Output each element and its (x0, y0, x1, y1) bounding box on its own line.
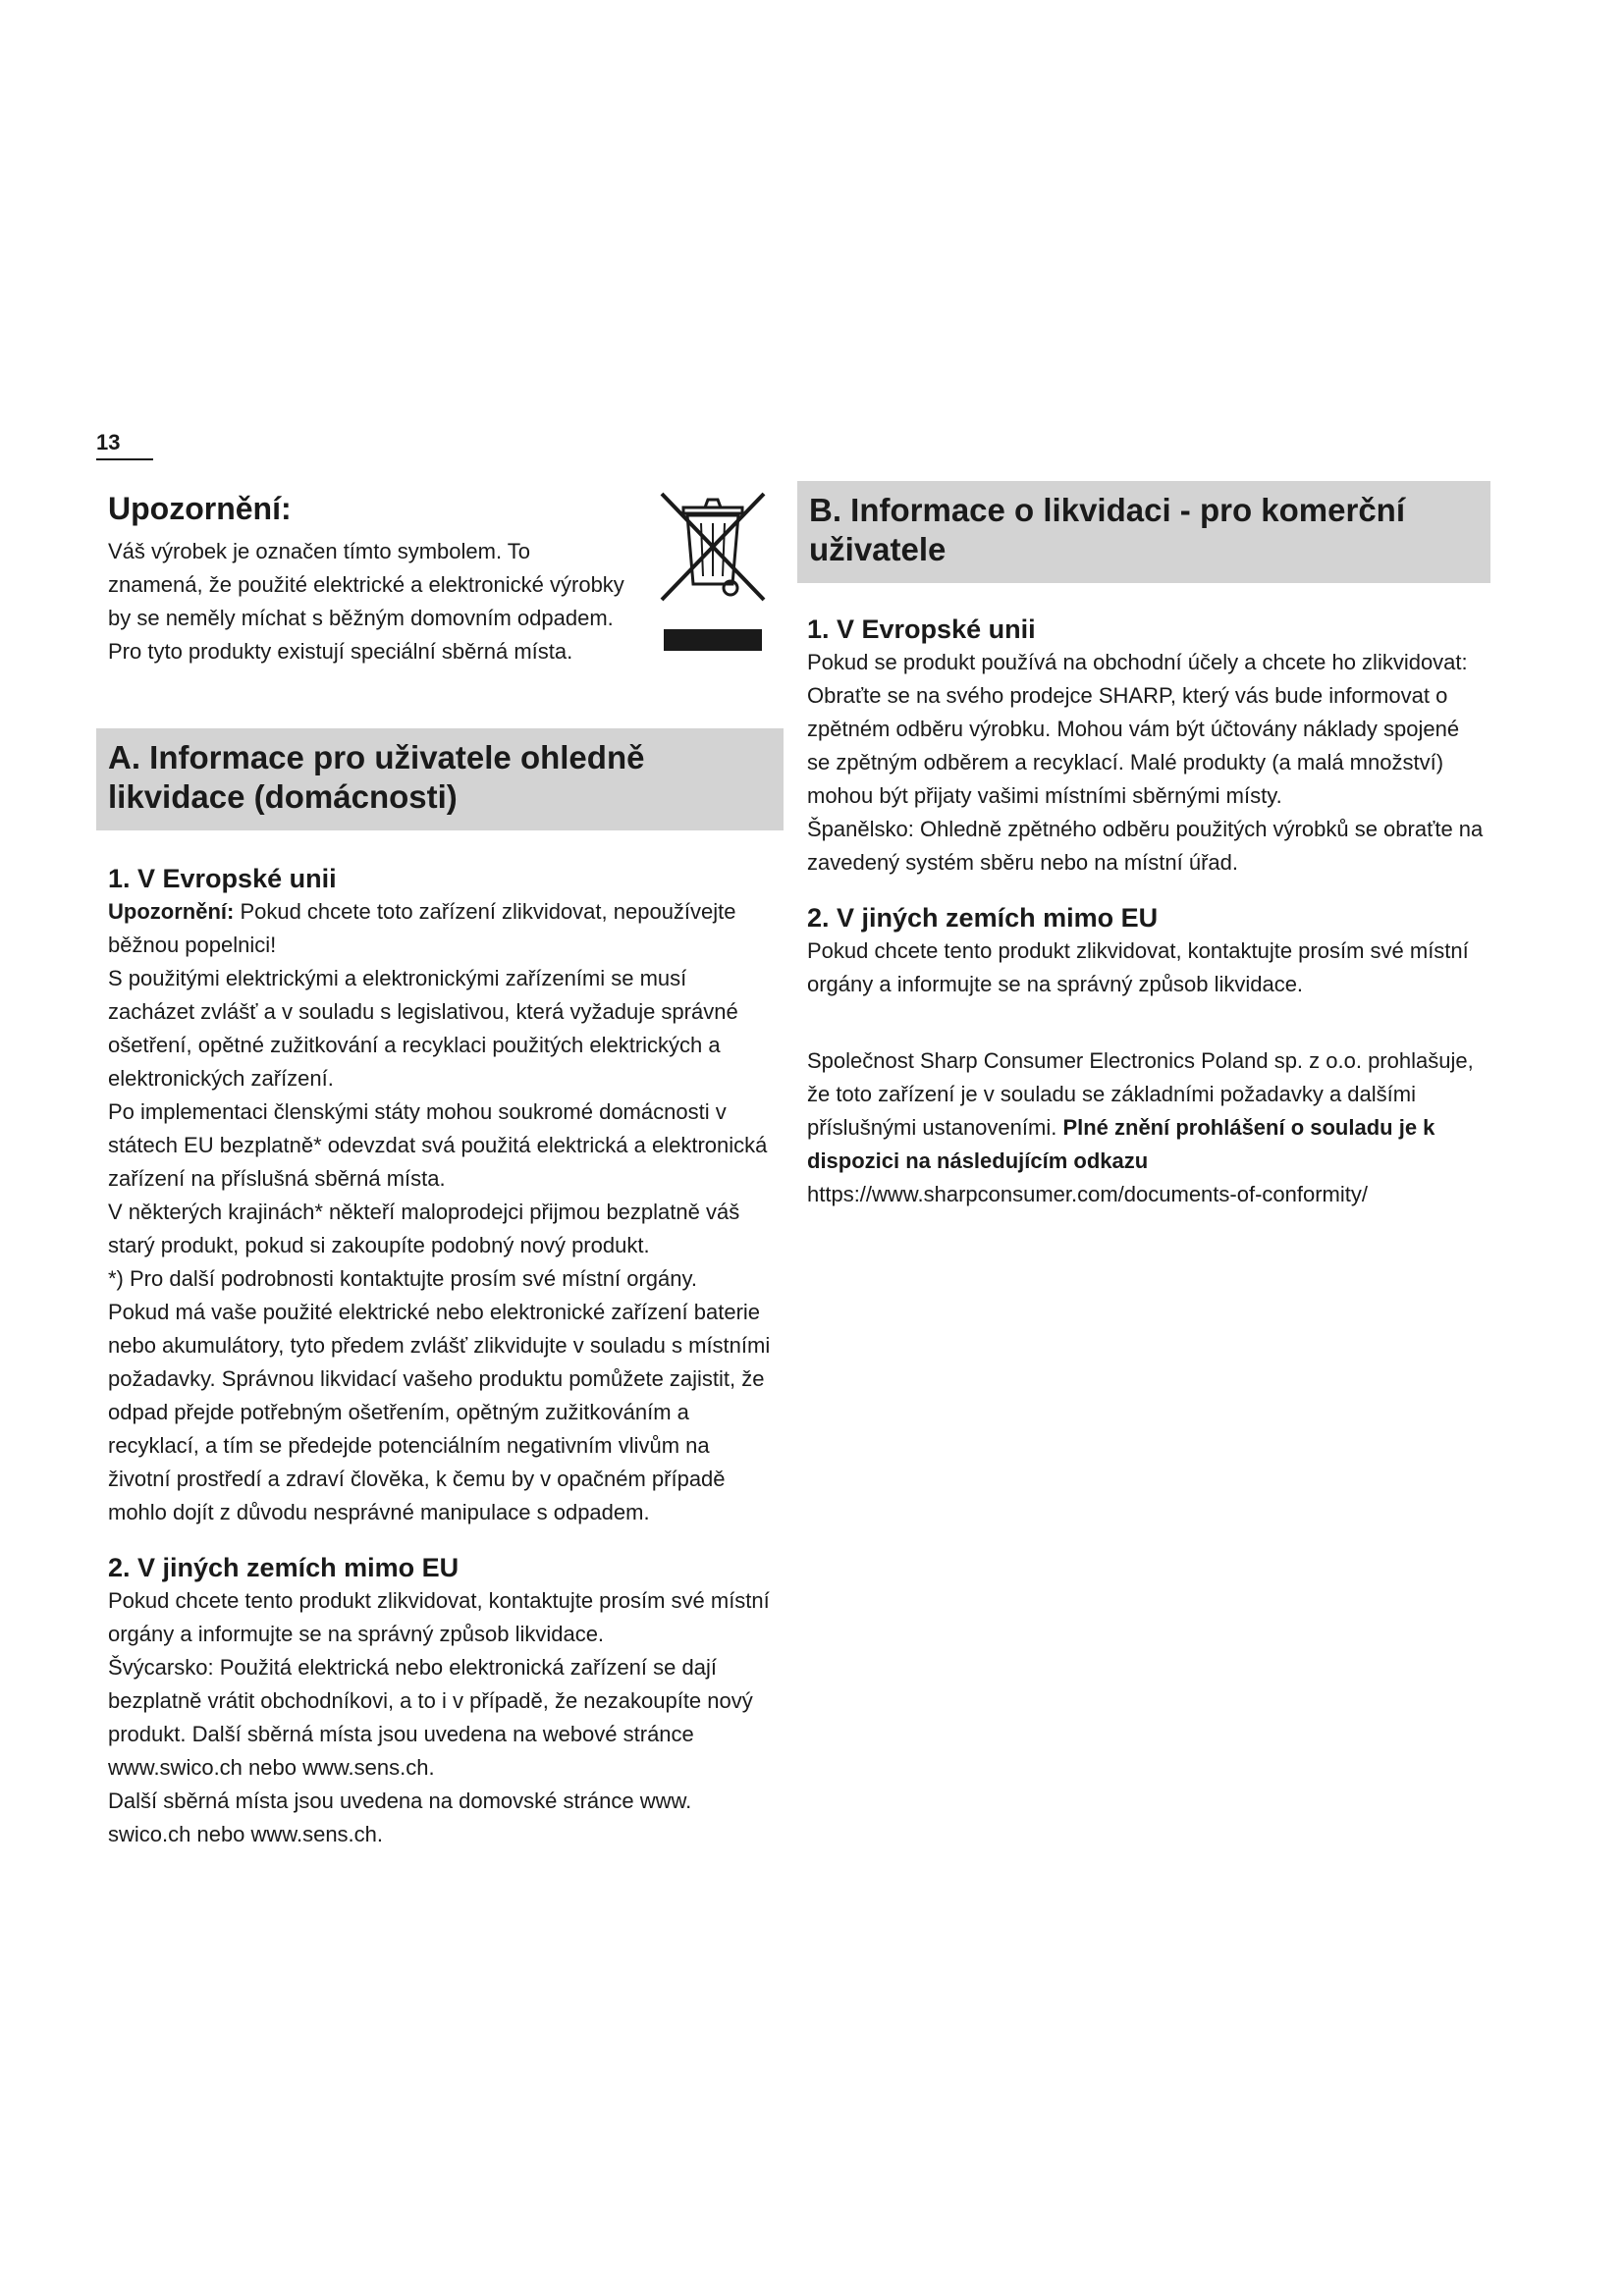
page-number-underline (96, 458, 153, 460)
section-a-sub1-lead (108, 895, 776, 962)
notice-text: Váš výrobek je označen tímto symbolem. To znamená, že použité elektrické a elektronické výrobky by se neměly míchat s běžným domovním odpadem. Pro tyto produkty existují speciální sběrná místa. (108, 539, 624, 664)
declaration-bold-text: Plné znění prohlášení o souladu je k dispozici na následujícím odkazu (807, 1115, 1435, 1173)
section-a-sub1-p3: Po implementaci členskými státy mohou soukromé domácnosti v státech EU bezplatně* odevzdat svá použitá elektrická a elektronická zařízení na příslušná sběrná místa. (108, 1099, 768, 1191)
notice-title: Upozornění: (108, 491, 292, 526)
declaration-text: Společnost Sharp Consumer Electronics Poland sp. z o.o. prohlašuje, že toto zařízení je v souladu se základními požadavky a dalšími příslušnými ustanoveními. (807, 1048, 1474, 1140)
section-a-sub1-p2: S použitými elektrickými a elektronickými zařízeními se musí zacházet zvlášť a v souladu s legislativou, která vyžaduje správné ošetření, opětné zužitkování a recyklaci použitých elektrických a elektronických zařízení. (108, 966, 738, 1091)
section-b-sub1-p2: Obraťte se na svého prodejce SHARP, který vás bude informovat o zpětném odběru výrobku. Mohou vám být účtovány náklady spojené se zpětným odběrem a recyklací. Malé produkty (a malá množství) mohou být přijaty vašimi místními sběrnými místy. (807, 683, 1460, 808)
lead-warning-label: Upozornění: (108, 899, 235, 924)
section-b-sub1-heading: 1. V Evropské unii (807, 614, 1036, 644)
section-b-sub2-p1: Pokud chcete tento produkt zlikvidovat, kontaktujte prosím své místní orgány a informujte se na správný způsob likvidace. (807, 938, 1469, 996)
lead-warning-text: Pokud chcete toto zařízení zlikvidovat, nepoužívejte běžnou popelnici! (108, 899, 736, 957)
section-a-sub1-heading: 1. V Evropské unii (108, 864, 337, 893)
declaration-paragraph (807, 1044, 1487, 1178)
section-b-header (797, 481, 1490, 583)
section-a-sub1-p6: Pokud má vaše použité elektrické nebo elektronické zařízení baterie nebo akumulátory, tyto předem zvlášť zlikvidujte v souladu s místními požadavky. Správnou likvidací vašeho produktu pomůžete zajistit, že odpad přejde potřebným ošetřením, opětným zužitkováním a recyklací, a tím se předejde potenciálním negativním vlivům na životní prostředí a zdraví člověka, k čemu by v opačném případě mohlo dojít z důvodu nesprávné manipulace s odpadem. (108, 1300, 771, 1524)
section-a-title: A. Informace pro uživatele ohledně likvidace (domácnosti) (108, 739, 645, 815)
notice-block (96, 486, 784, 702)
section-a-sub2-p3: Další sběrná místa jsou uvedena na domovské stránce www. swico.ch nebo www.sens.ch. (108, 1789, 692, 1846)
section-a-sub1-p4: V některých krajinách* někteří maloprodejci přijmou bezplatně váš starý produkt, pokud si zakoupíte podobný nový produkt. (108, 1200, 740, 1257)
section-a-sub2-p1: Pokud chcete tento produkt zlikvidovat, kontaktujte prosím své místní orgány a informujte se na správný způsob likvidace. (108, 1588, 770, 1646)
section-b-sub1-p3: Španělsko: Ohledně zpětného odběru použitých výrobků se obraťte na zavedený systém sběru nebo na místní úřad. (807, 817, 1484, 875)
section-b-sub2-heading: 2. V jiných zemích mimo EU (807, 903, 1159, 933)
page-number: 13 (96, 430, 121, 454)
section-b-sub1-p1: Pokud se produkt používá na obchodní účely a chcete ho zlikvidovat: (807, 650, 1468, 674)
crossed-out-wheelie-bin-icon (654, 486, 772, 663)
section-a-sub2-heading: 2. V jiných zemích mimo EU (108, 1553, 460, 1582)
section-a-header (96, 728, 784, 830)
section-a-body (108, 862, 776, 1851)
section-a-sub2-p2: Švýcarsko: Použitá elektrická nebo elektronická zařízení se dají bezplatně vrátit obchodníkovi, a to i v případě, že nezakoupíte nový produkt. Další sběrná místa jsou uvedena na webové stránce www.swico.ch nebo www.sens.ch. (108, 1655, 753, 1780)
section-a-sub1-p5: *) Pro další podrobnosti kontaktujte prosím své místní orgány. (108, 1266, 697, 1291)
declaration-url[interactable]: https://www.sharpconsumer.com/documents-of-conformity/ (807, 1182, 1368, 1206)
section-b-title: B. Informace o likvidaci - pro komerční uživatele (809, 492, 1406, 567)
section-b-body (807, 613, 1487, 1211)
